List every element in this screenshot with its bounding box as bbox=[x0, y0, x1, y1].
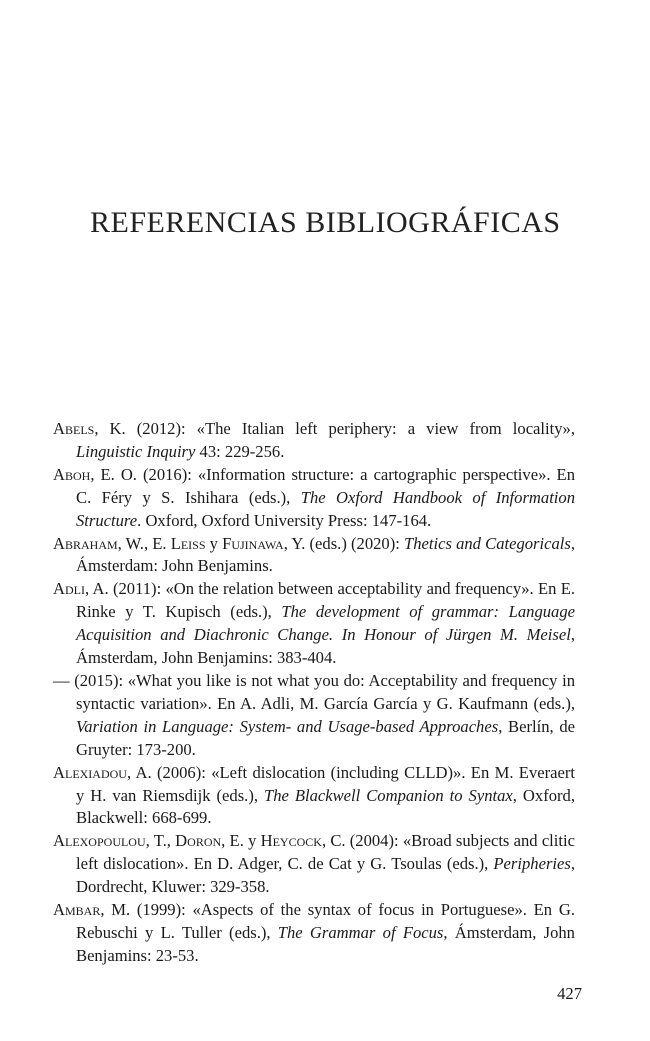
reference-text: , T., bbox=[145, 831, 176, 851]
reference-text: , E. y bbox=[221, 831, 261, 851]
reference-author: Adli bbox=[53, 579, 85, 599]
reference-text: , Ámsterdam, John Benjamins: 23-53. bbox=[76, 922, 575, 965]
reference-text: , Dordrecht, Kluwer: 329-358. bbox=[76, 854, 575, 897]
reference-entry bbox=[53, 418, 575, 464]
reference-text: , W., E. bbox=[117, 533, 171, 553]
reference-author: Leiss bbox=[170, 533, 206, 553]
reference-text: . Oxford, Oxford University Press: 147-164. bbox=[137, 510, 432, 530]
reference-text: , Oxford, Blackwell: 668-699. bbox=[76, 785, 575, 828]
page-title: REFERENCIAS BIBLIOGRÁFICAS bbox=[90, 206, 561, 239]
reference-text: , C. (2004): «Broad subjects and clitic left dislocation». En D. Adger, C. de Cat y G. Tsoulas (eds.), bbox=[76, 831, 575, 874]
reference-entry bbox=[53, 762, 575, 831]
reference-entry bbox=[53, 578, 575, 670]
reference-author: Doron bbox=[175, 831, 222, 851]
reference-text: 43: 229-256. bbox=[195, 441, 285, 461]
reference-author: Alexiadou bbox=[53, 762, 127, 782]
reference-text: , Berlín, de Gruyter: 173-200. bbox=[76, 716, 575, 759]
reference-title: The development of grammar: Language Acquisition and Diachronic Change. In Honour of Jürgen M. Meisel bbox=[76, 602, 575, 645]
reference-entry bbox=[53, 533, 575, 579]
reference-text: , K. (2012): «The Italian left periphery: a view from locality», bbox=[94, 419, 575, 438]
reference-title: Peripheries bbox=[493, 854, 571, 874]
reference-text: — (2015): «What you like is not what you do: Acceptability and frequency in syntactic variation». En A. Adli, M. García García y G. Kaufmann (eds.), bbox=[53, 670, 575, 713]
reference-text: , M. (1999): «Aspects of the syntax of focus in Portuguese». En G. Rebuschi y L. Tuller (eds.), bbox=[76, 900, 575, 942]
reference-title: The Grammar of Focus bbox=[277, 922, 444, 942]
reference-title: Thetics and Categoricals bbox=[404, 533, 571, 553]
reference-text: , Y. (eds.) (2020): bbox=[283, 533, 404, 553]
reference-title: Linguistic Inquiry bbox=[76, 441, 196, 461]
reference-text: , A. (2006): «Left dislocation (including CLLD)». En M. Everaert y H. van Riemsdijk (eds.), bbox=[76, 762, 575, 805]
reference-title: Variation in Language: System- and Usage-based Approaches bbox=[76, 716, 499, 736]
reference-list bbox=[53, 418, 575, 968]
reference-text: , Ámsterdam: John Benjamins. bbox=[76, 533, 576, 576]
reference-author: Abraham bbox=[53, 533, 118, 553]
reference-author: Fujinawa bbox=[222, 533, 284, 553]
reference-author: Ambar bbox=[53, 900, 101, 920]
reference-entry bbox=[53, 899, 575, 968]
reference-text: y bbox=[205, 533, 223, 553]
reference-title: The Blackwell Companion to Syntax bbox=[263, 785, 513, 805]
reference-text: , E. O. (2016): «Information structure: a cartographic perspective». En C. Féry y S. Ishihara (eds.), bbox=[76, 464, 575, 507]
reference-author: Abels bbox=[53, 419, 95, 438]
reference-author: Heycock bbox=[260, 831, 322, 851]
reference-entry bbox=[53, 670, 575, 762]
reference-author: Alexopoulou bbox=[53, 831, 146, 851]
reference-entry bbox=[53, 464, 575, 533]
reference-entry bbox=[53, 830, 575, 899]
reference-text: , A. (2011): «On the relation between acceptability and frequency». En E. Rinke y T. Kupisch (eds.), bbox=[76, 579, 575, 622]
reference-title: The Oxford Handbook of Information Structure bbox=[76, 487, 576, 530]
page-number: 427 bbox=[557, 984, 582, 1003]
reference-author: Aboh bbox=[53, 464, 91, 484]
reference-text: , Ámsterdam, John Benjamins: 383-404. bbox=[76, 625, 575, 668]
